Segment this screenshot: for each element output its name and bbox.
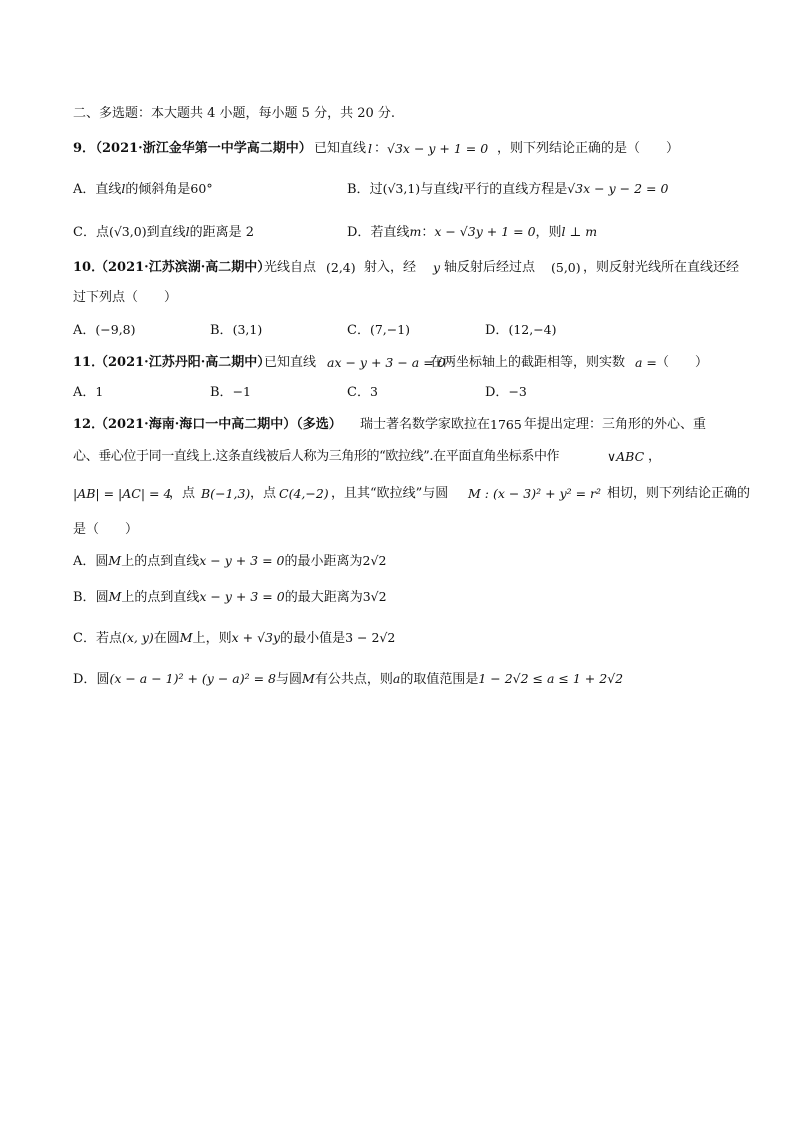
stem-text: 心、垂心位于同一直线上.这条直线被后人称为三角形的“欧拉线”.在平面直角坐标系中作 (73, 449, 560, 464)
option-text: 若直线 (370, 225, 410, 240)
option-value: (12,−4) (508, 322, 557, 337)
option-a (73, 179, 213, 200)
math-equation: √3x − y + 1 = 0 (387, 141, 489, 156)
option-value: 3 (369, 384, 378, 399)
math-var: a (392, 671, 401, 686)
stem-text: 光线自点 (264, 260, 317, 275)
option-text: 与圆 (276, 672, 303, 687)
option-b (73, 587, 387, 608)
option-text: 与直线 (420, 182, 460, 197)
option-text: 上，则 (192, 631, 232, 646)
option-c (73, 222, 254, 243)
stem-text: ， (648, 449, 662, 464)
stem-text: 射入，经 (364, 260, 417, 275)
math-range: 1 − 2√2 ≤ a ≤ 1 + 2√2 (478, 671, 624, 686)
option-label: A． (73, 323, 96, 338)
math-equation: |AB| = |AC| = 4 (73, 486, 172, 501)
math-var: l (185, 224, 190, 239)
math-var: M (179, 630, 193, 645)
option-value: −1 (232, 384, 251, 399)
stem-text: 过下列点（ ） (73, 290, 178, 305)
question-number: 10． (73, 260, 105, 275)
question-source: （2021·江苏滨湖·高二期中） (95, 260, 271, 275)
question-9-stem (0, 139, 794, 159)
question-12-stem-line-2 (0, 447, 794, 467)
question-number: 12． (73, 417, 105, 432)
option-text: 的最小距离为 (284, 554, 363, 569)
math-equation: M : (x − 3)² + y² = r² (468, 486, 602, 501)
question-number: 11． (73, 355, 105, 370)
option-label: D． (485, 385, 509, 400)
option-text: 的倾斜角是 (125, 182, 191, 197)
math-value: 3 − 2√2 (345, 630, 396, 645)
option-label: A． (73, 554, 96, 569)
question-12-option-b (0, 587, 794, 607)
option-d (485, 320, 557, 341)
option-label: B． (73, 590, 96, 605)
question-12-stem-line-3 (0, 484, 794, 504)
option-text: 圆 (96, 672, 110, 687)
question-10-options (0, 320, 794, 340)
math-value: 60° (190, 181, 213, 196)
option-a (73, 551, 386, 572)
math-var: l (459, 181, 464, 196)
math-equation: x − √3y + 1 = 0 (434, 224, 536, 239)
question-12-option-c (0, 628, 794, 648)
question-9-options-row-1 (0, 179, 794, 199)
math-var: m (409, 224, 422, 239)
math-var: M (302, 671, 315, 686)
option-text: 的距离是 2 (189, 225, 254, 240)
stem-text: ，则反射光线所在直线还经 (583, 260, 740, 275)
option-text: 上的点到直线 (121, 554, 200, 569)
math-point: C(4,−2) (279, 486, 329, 501)
option-text: 在圆 (153, 631, 180, 646)
option-text: 直线 (95, 182, 122, 197)
math-triangle: ∨ABC (607, 449, 645, 464)
question-source: （2021·江苏丹阳·高二期中） (95, 355, 271, 370)
option-text: 上的点到直线 (121, 590, 200, 605)
question-9-options-row-2 (0, 222, 794, 242)
math-point: (√3,1) (382, 181, 421, 196)
option-b (210, 320, 262, 341)
stem-text: 相切，则下列结论正确的 (607, 486, 751, 501)
option-value: (3,1) (232, 322, 263, 337)
math-var: M (108, 589, 122, 604)
question-12-option-d (0, 669, 794, 689)
option-label: B． (210, 323, 233, 338)
option-text: 有公共点，则 (314, 672, 393, 687)
stem-text: 瑞士著名数学家欧拉在 (360, 417, 491, 432)
stem-text: 已知直线 (264, 355, 317, 370)
question-11-stem (0, 353, 794, 373)
option-label: C． (73, 225, 96, 240)
option-value: 1 (95, 384, 104, 399)
math-var: M (108, 553, 122, 568)
section-heading-line (0, 104, 794, 124)
stem-text: ，且其“欧拉线”与圆 (331, 486, 449, 501)
stem-text: 已知直线 (314, 141, 367, 156)
math-equation: (x − a − 1)² + (y − a)² = 8 (109, 671, 277, 686)
question-12-stem (0, 415, 794, 435)
option-text: 若点 (95, 631, 122, 646)
stem-text: 在两坐标轴上的截距相等，则实数 (430, 355, 626, 370)
option-label: D． (485, 323, 509, 338)
option-a (73, 320, 136, 341)
option-label: C． (347, 385, 370, 400)
option-label: C． (347, 323, 370, 338)
question-12-stem-line-4 (0, 520, 794, 540)
math-var: y (433, 260, 441, 275)
option-label: A． (73, 385, 96, 400)
option-value: −3 (508, 384, 527, 399)
option-a (73, 382, 103, 403)
option-text: 的最大距离为 (284, 590, 363, 605)
question-10-stem-cont (0, 288, 794, 308)
question-number: 9． (73, 141, 96, 156)
stem-text: ，点 (250, 486, 277, 501)
option-value: (7,−1) (369, 322, 411, 337)
math-point: (2,4) (326, 260, 356, 275)
option-text: 圆 (95, 554, 109, 569)
section-heading: 二、多选题：本大题共 4 小题，每小题 5 分，共 20 分. (73, 106, 396, 121)
option-d (485, 382, 527, 403)
math-relation: l ⊥ m (561, 224, 598, 239)
math-expr: x + √3y (231, 630, 281, 645)
stem-text: ，点 (169, 486, 196, 501)
option-text: 点 (95, 225, 109, 240)
option-text: ，则 (535, 225, 562, 240)
math-point: (5,0) (551, 260, 581, 275)
option-text: 的取值范围是 (400, 672, 479, 687)
option-text: ： (421, 225, 435, 240)
math-expr: a = (635, 355, 657, 370)
option-d (347, 222, 597, 243)
option-label: A． (73, 182, 96, 197)
stem-text: ： (374, 141, 388, 156)
math-equation: x − y + 3 = 0 (199, 553, 285, 568)
stem-text: ，则下列结论正确的是（ ） (497, 141, 680, 156)
option-text: 平行的直线方程是 (463, 182, 568, 197)
math-point: (x, y) (121, 630, 154, 645)
question-11-options (0, 382, 794, 402)
math-value: 3√2 (362, 589, 387, 604)
option-label: C． (73, 631, 96, 646)
stem-text: （ ） (656, 355, 709, 370)
math-var: l (121, 181, 126, 196)
option-d (73, 669, 623, 690)
math-equation: √3x − y − 2 = 0 (567, 181, 669, 196)
option-label: B． (210, 385, 233, 400)
stem-text: 年提出定理：三角形的外心、重 (524, 417, 707, 432)
math-var: l (368, 141, 372, 156)
math-value: 2√2 (362, 553, 387, 568)
option-c (347, 320, 410, 341)
option-text: 过 (369, 182, 383, 197)
math-equation: x − y + 3 = 0 (199, 589, 285, 604)
option-label: B． (347, 182, 370, 197)
option-text: 圆 (95, 590, 109, 605)
option-c (73, 628, 395, 649)
option-c (347, 382, 378, 403)
option-value: (−9,8) (95, 322, 136, 337)
option-text: 的最小值是 (280, 631, 346, 646)
option-b (347, 179, 668, 200)
option-b (210, 382, 251, 403)
stem-text: 是（ ） (73, 522, 139, 537)
question-10-stem (0, 258, 794, 278)
math-year: 1765 (490, 417, 522, 432)
option-label: D． (73, 672, 97, 687)
question-source: （2021·海南·海口一中高二期中）（多选） (95, 417, 342, 432)
question-source: （2021·浙江金华第一中学高二期中） (89, 141, 312, 156)
option-label: D． (347, 225, 371, 240)
question-12-option-a (0, 551, 794, 571)
option-text: 到直线 (146, 225, 186, 240)
math-point: B(−1,3) (201, 486, 251, 501)
math-point: (√3,0) (108, 224, 147, 239)
stem-text: 轴反射后经过点 (444, 260, 536, 275)
math-equation: ax − y + 3 − a = 0 (327, 355, 446, 370)
